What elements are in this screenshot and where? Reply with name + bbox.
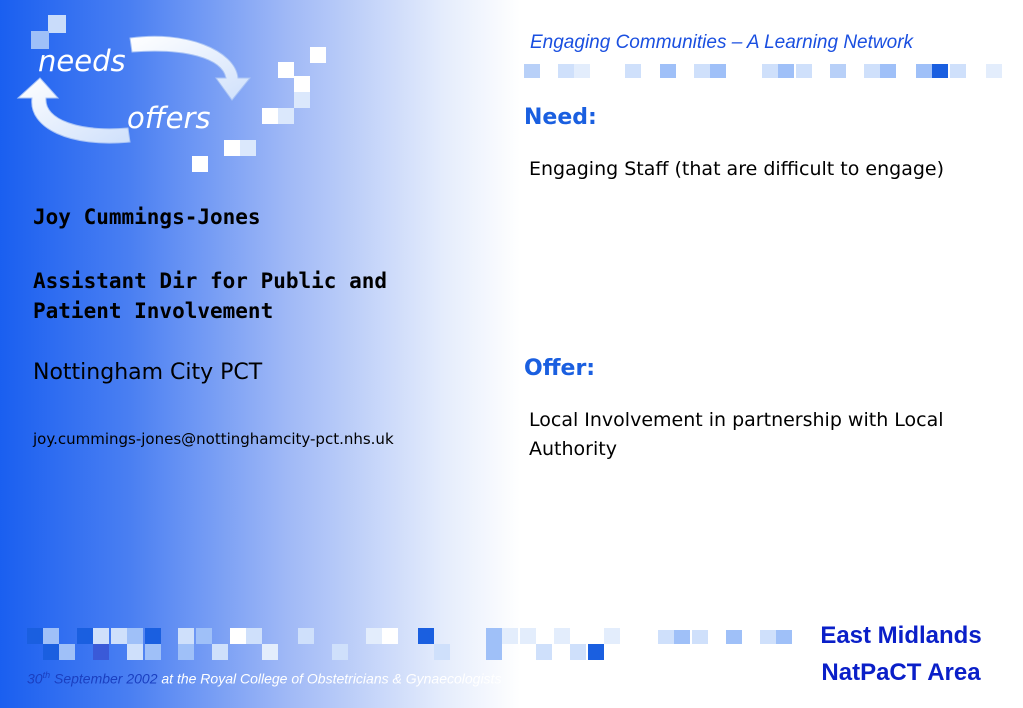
offer-heading: Offer: [524, 356, 596, 381]
footer-day: 30 [27, 670, 43, 687]
page-header-title: Engaging Communities – A Learning Network [530, 32, 914, 53]
offer-text: Local Involvement in partnership with Local Authority [529, 409, 944, 460]
cycle-arrows-icon [10, 20, 260, 160]
footer-date: September 2002 [50, 670, 158, 687]
need-heading: Need: [524, 105, 597, 130]
footer-day-suffix: th [42, 670, 51, 680]
person-name: Joy Cummings-Jones [33, 205, 261, 229]
region-line-1: East Midlands [820, 622, 982, 649]
person-job-title: Assistant Dir for Public and Patient Involvement [33, 269, 388, 323]
logo-needs-word: needs [38, 44, 126, 78]
person-email[interactable]: joy.cummings-jones@nottinghamcity-pct.nhs.uk [33, 430, 394, 448]
footer-venue: at the Royal College of Obstetricians & Gynaecologists [157, 670, 502, 687]
need-text: Engaging Staff (that are difficult to engage) [529, 158, 944, 180]
person-organisation: Nottingham City PCT [33, 360, 263, 385]
region-line-2: NatPaCT Area [821, 659, 981, 686]
footer-date-venue [27, 670, 501, 687]
logo-offers-word: offers [127, 101, 211, 135]
